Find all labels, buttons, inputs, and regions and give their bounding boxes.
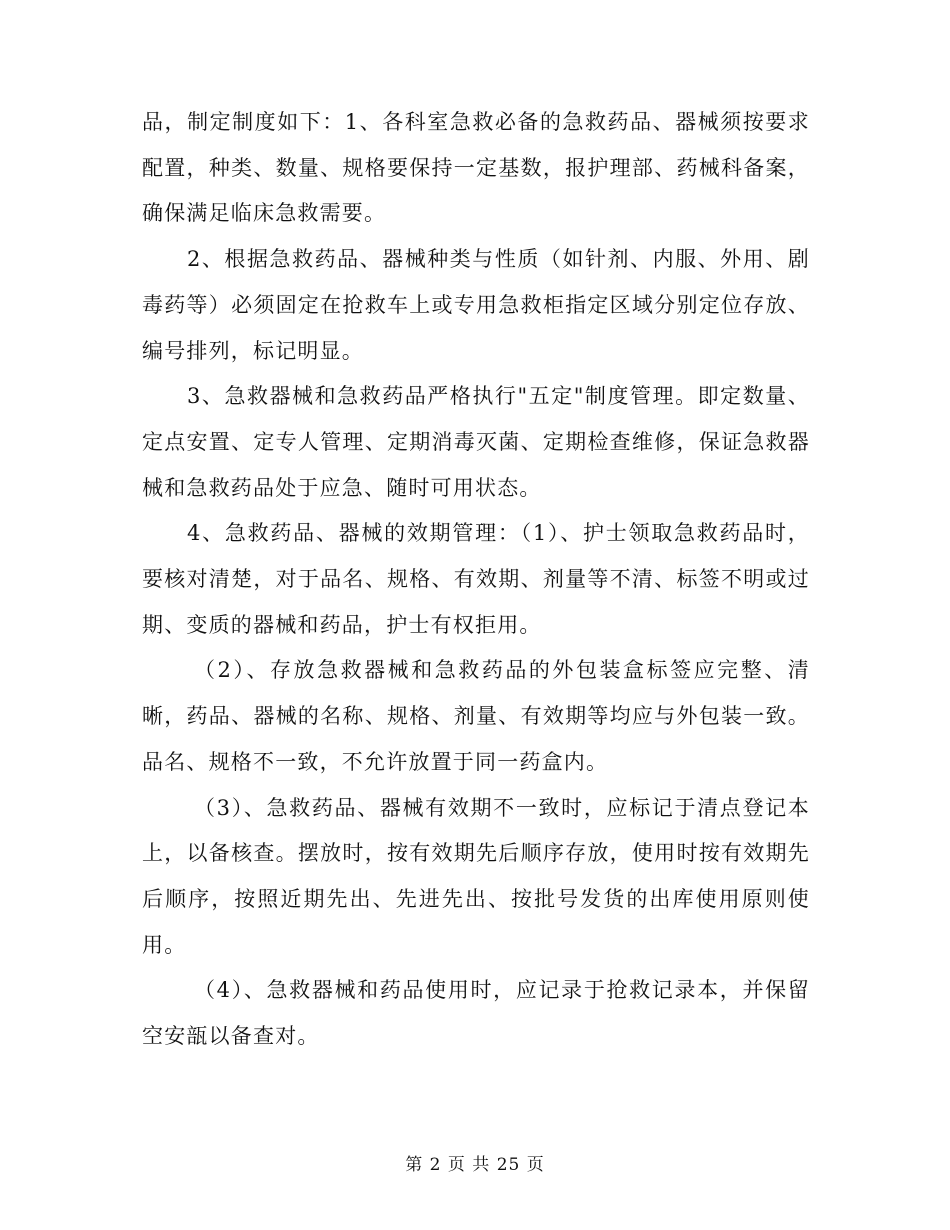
paragraph-4: 4、急救药品、器械的效期管理：（1）、护士领取急救药品时，要核对清楚，对于品名、规格、有效期、剂量等不清、标签不明或过期、变质的器械和药品，护士有权拒用。 — [142, 521, 810, 637]
page-footer: 第 2 页 共 25 页 — [405, 1155, 545, 1175]
document-body — [142, 100, 810, 1060]
paragraph-1: 品，制定制度如下：1、各科室急救必备的急救药品、器械须按要求配置，种类、数量、规格要保持一定基数，报护理部、药械科备案，确保满足临床急救需要。 — [142, 110, 810, 226]
paragraph-6: （3）、急救药品、器械有效期不一致时，应标记于清点登记本上，以备核查。摆放时，按有效期先后顺序存放，使用时按有效期先后顺序，按照近期先出、先进先出、按批号发货的出库使用原则使用。 — [142, 795, 810, 957]
paragraph-5: （2）、存放急救器械和急救药品的外包装盒标签应完整、清晰，药品、器械的名称、规格、剂量、有效期等均应与外包装一致。品名、规格不一致，不允许放置于同一药盒内。 — [142, 658, 810, 774]
paragraph-3: 3、急救器械和急救药品严格执行"五定"制度管理。即定数量、定点安置、定专人管理、定期消毒灭菌、定期检查维修，保证急救器械和急救药品处于应急、随时可用状态。 — [142, 384, 810, 500]
paragraph-7: （4）、急救器械和药品使用时，应记录于抢救记录本，并保留空安瓿以备查对。 — [142, 978, 810, 1049]
paragraph-2: 2、根据急救药品、器械种类与性质（如针剂、内服、外用、剧毒药等）必须固定在抢救车上或专用急救柜指定区域分别定位存放、编号排列，标记明显。 — [142, 247, 810, 363]
